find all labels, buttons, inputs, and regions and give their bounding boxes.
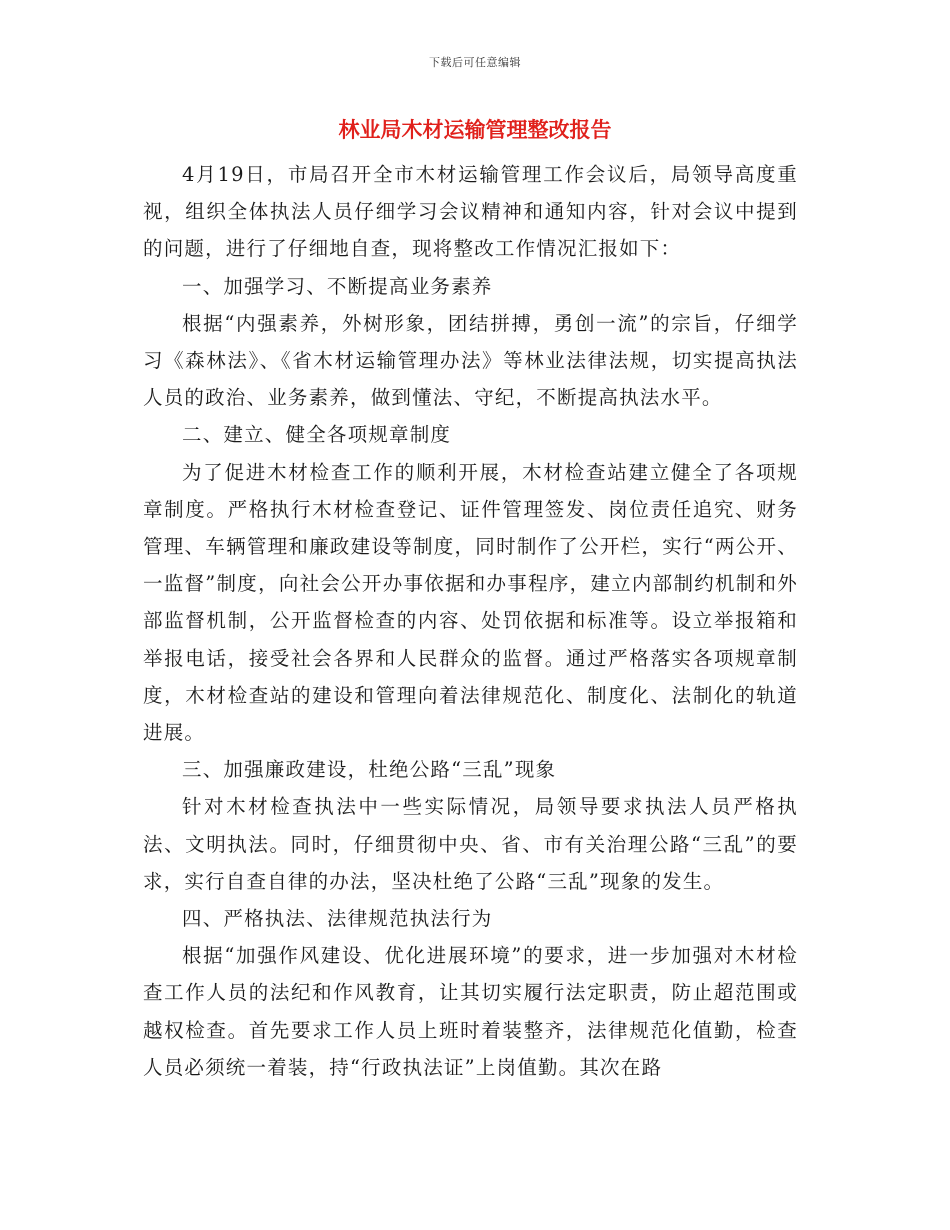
- paragraph-section-2: 为了促进木材检查工作的顺利开展，木材检查站建立健全了各项规章制度。严格执行木材检查登记、证件管理签发、岗位责任追究、财务管理、车辆管理和廉政建设等制度，同时制作了公开栏，实行“两公开、一监督”制度，向社会公开办事依据和办事程序，建立内部制约机制和外部监督机制，公开监督检查的内容、处罚依据和标准等。设立举报箱和举报电话，接受社会各界和人民群众的监督。通过严格落实各项规章制度，木材检查站的建设和管理向着法律规范化、制度化、法制化的轨道进展。: [143, 460, 798, 745]
- section-heading-2: 二、建立、健全各项规章制度: [182, 423, 452, 447]
- document-title: 林业局木材运输管理整改报告: [338, 117, 612, 142]
- paragraph-section-4: 根据“加强作风建设、优化进展环境”的要求，进一步加强对木材检查工作人员的法纪和作风教育，让其切实履行法定职责，防止超范围或越权检查。首先要求工作人员上班时着装整齐，法律规范化值勤，检查人员必须统一着装，持“行政执法证”上岗值勤。其次在路: [143, 944, 798, 1079]
- paragraph-intro: 4月19日，市局召开全市木材运输管理工作会议后，局领导高度重视，组织全体执法人员仔细学习会议精神和通知内容，针对会议中提到的问题，进行了仔细地自查，现将整改工作情况汇报如下：: [143, 163, 798, 261]
- section-heading-1: 一、加强学习、不断提高业务素养: [182, 274, 493, 298]
- paragraph-section-1: 根据“内强素养，外树形象，团结拼搏，勇创一流”的宗旨，仔细学习《森林法》、《省木材运输管理办法》等林业法律法规，切实提高执法人员的政治、业务素养，做到懂法、守纪，不断提高执法水平。: [143, 311, 798, 410]
- header-note: 下载后可任意编辑: [429, 56, 521, 69]
- document-body: [143, 156, 798, 1086]
- paragraph-section-3: 针对木材检查执法中一些实际情况，局领导要求执法人员严格执法、文明执法。同时，仔细贯彻中央、省、市有关治理公路“三乱”的要求，实行自查自律的办法，坚决杜绝了公路“三乱”现象的发生。: [143, 795, 798, 893]
- section-heading-3: 三、加强廉政建设，杜绝公路“三乱”现象: [182, 758, 557, 782]
- section-heading-4: 四、严格执法、法律规范执法行为: [182, 907, 493, 931]
